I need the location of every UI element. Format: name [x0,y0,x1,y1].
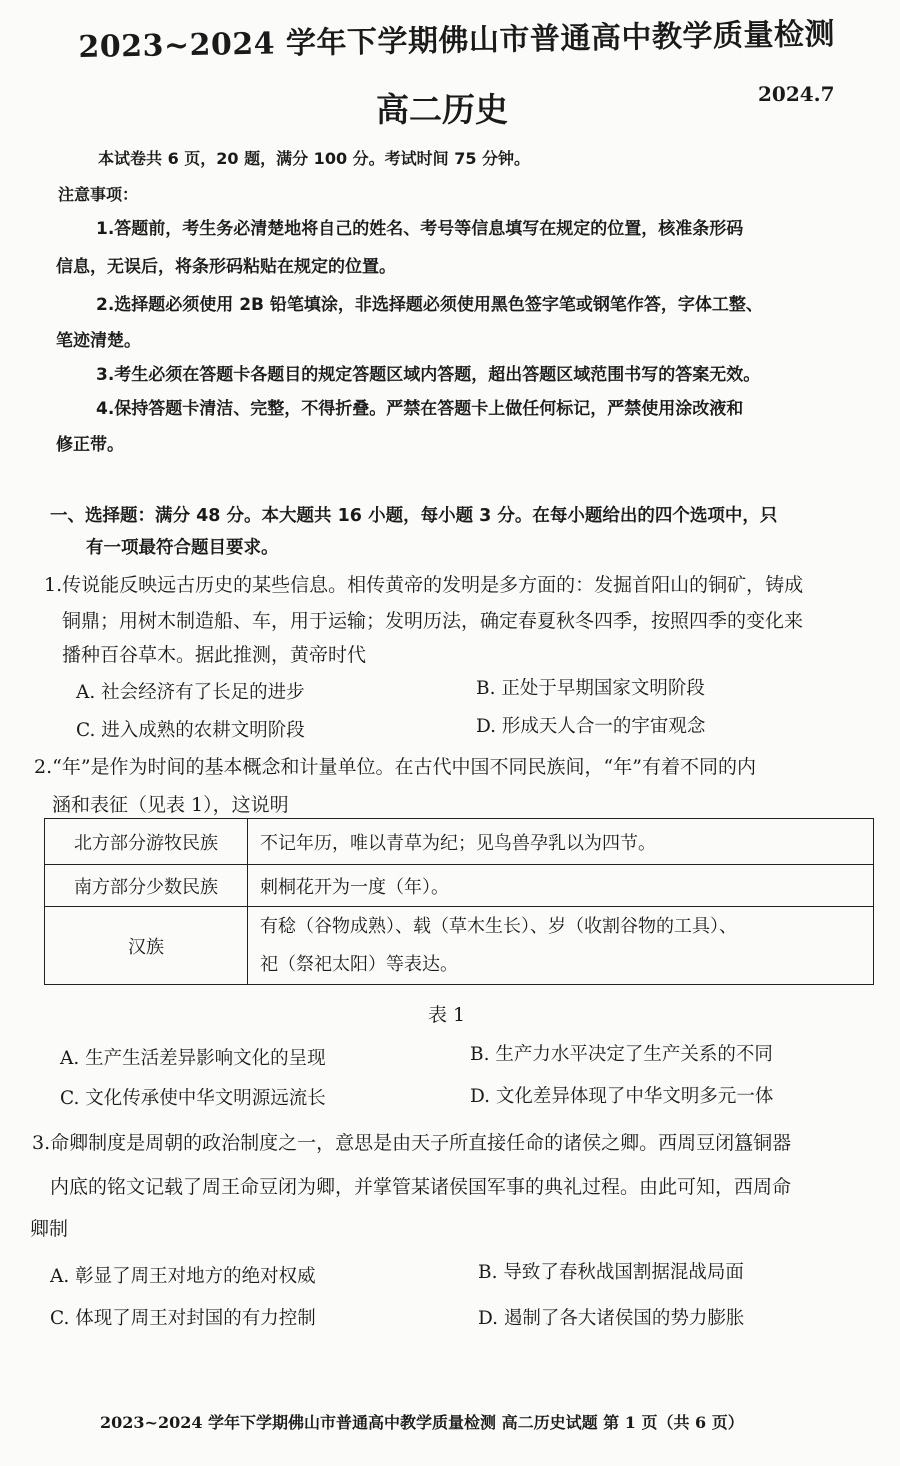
note-line: 3.考生必须在答题卡各题目的规定答题区域内答题，超出答题区域范围书写的答案无效。 [96,365,761,385]
q3-line: 内底的铭文记载了周王命豆闭为卿，并掌管某诸侯国军事的典礼过程。由此可知，西周命 [50,1176,792,1198]
q1-option-c: C. 进入成熟的农耕文明阶段 [76,720,305,741]
section-heading-cont: 有一项最符合题目要求。 [86,538,279,558]
table-cell-group: 汉族 [45,907,248,985]
q3-line: 3.命卿制度是周朝的政治制度之一，意思是由天子所直接任命的诸侯之卿。西周豆闭簋铜器 [32,1132,792,1154]
note-line: 修正带。 [56,435,124,455]
exam-intro: 本试卷共 6 页，20 题，满分 100 分。考试时间 75 分钟。 [98,149,531,168]
notes-heading: 注意事项： [58,185,139,204]
table-cell-desc [248,907,874,985]
note-line: 1.答题前，考生务必清楚地将自己的姓名、考号等信息填写在规定的位置，核准条形码 [96,219,744,239]
page-footer: 2023~2024 学年下学期佛山市普通高中教学质量检测 高二历史试题 第 1 页（共 6 页） [100,1413,744,1432]
table-row [45,907,874,985]
note-line: 信息，无误后，将条形码粘贴在规定的位置。 [56,257,396,277]
exam-title: 2023~2024 学年下学期佛山市普通高中教学质量检测 [78,16,836,65]
table-cell-group: 南方部分少数民族 [45,865,248,907]
table-row [45,819,874,865]
table-1 [44,818,874,985]
q1-line: 1.传说能反映远古历史的某些信息。相传黄帝的发明是多方面的：发掘首阳山的铜矿，铸成 [44,574,804,596]
subject-title: 高二历史 [376,90,508,129]
exam-date: 2024.7 [758,82,835,106]
q3-option-c: C. 体现了周王对封国的有力控制 [50,1308,316,1329]
table-cell-desc-line: 祀（祭祀太阳）等表达。 [260,953,458,975]
table-cell-desc: 刺桐花开为一度（年）。 [248,865,874,907]
q2-option-b: B. 生产力水平决定了生产关系的不同 [470,1044,773,1065]
q1-option-d: D. 形成天人合一的宇宙观念 [476,716,706,737]
q3-option-b: B. 导致了春秋战国割据混战局面 [478,1262,744,1283]
q1-line: 铜鼎；用树木制造船、车，用于运输；发明历法，确定春夏秋冬四季，按照四季的变化来 [62,610,804,632]
table-caption: 表 1 [428,1004,466,1026]
q2-line: 2.“年”是作为时间的基本概念和计量单位。在古代中国不同民族间，“年”有着不同的内 [34,756,756,778]
table-cell-group: 北方部分游牧民族 [45,819,248,865]
q3-line: 卿制 [30,1218,69,1240]
q2-option-a: A. 生产生活差异影响文化的呈现 [60,1048,326,1069]
section-heading: 一、选择题：满分 48 分。本大题共 16 小题，每小题 3 分。在每小题给出的四个选项中，只 [50,506,778,526]
q1-line: 播种百谷草木。据此推测，黄帝时代 [62,644,367,666]
q2-line: 涵和表征（见表 1），这说明 [52,794,289,816]
q1-option-a: A. 社会经济有了长足的进步 [76,682,305,703]
note-line: 笔迹清楚。 [56,331,141,351]
table-cell-desc: 不记年历，唯以青草为纪；见鸟兽孕乳以为四节。 [248,819,874,865]
note-line: 4.保持答题卡清洁、完整，不得折叠。严禁在答题卡上做任何标记，严禁使用涂改液和 [96,399,744,419]
q2-option-c: C. 文化传承使中华文明源远流长 [60,1088,326,1109]
q3-option-d: D. 遏制了各大诸侯国的势力膨胀 [478,1308,745,1329]
q2-option-d: D. 文化差异体现了中华文明多元一体 [470,1086,774,1107]
note-line: 2.选择题必须使用 2B 铅笔填涂，非选择题必须使用黑色签字笔或钢笔作答，字体工整、 [96,295,763,315]
q3-option-a: A. 彰显了周王对地方的绝对权威 [50,1266,316,1287]
q1-option-b: B. 正处于早期国家文明阶段 [476,678,705,699]
table-row [45,865,874,907]
table-cell-desc-line: 有稔（谷物成熟）、载（草木生长）、岁（收割谷物的工具）、 [260,915,737,937]
